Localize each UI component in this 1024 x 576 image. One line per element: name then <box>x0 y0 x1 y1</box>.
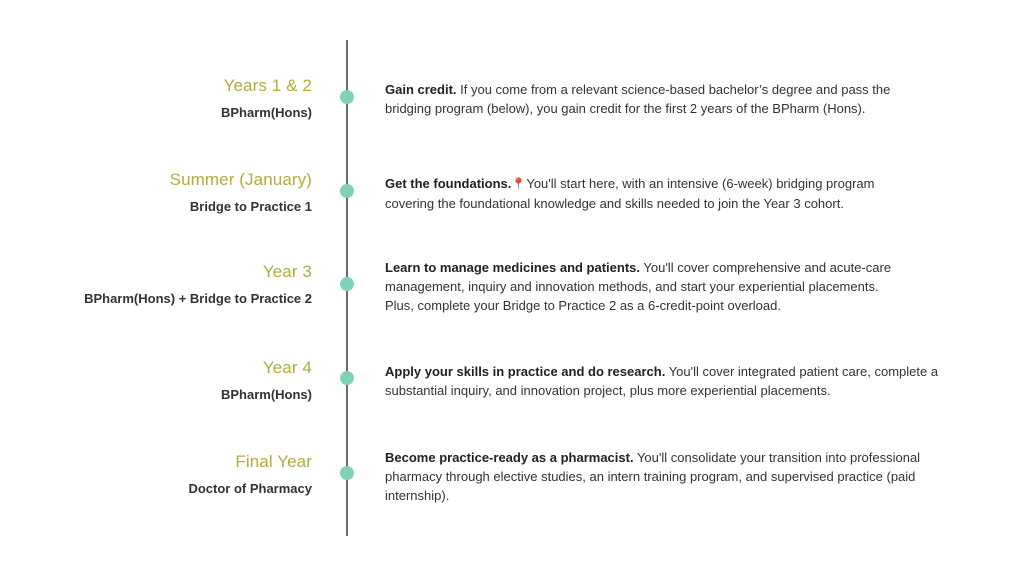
stage-title: Year 3 <box>262 262 312 281</box>
stage-lead: Get the foundations. <box>385 176 512 191</box>
stage-3-label <box>84 262 312 307</box>
location-pin-icon: 📍 <box>511 177 527 191</box>
stage-body: If you come from a relevant science-based bachelor’s degree and pass the bridging program (below), you gain credit for the first 2 years of the BPharm (Hons). <box>385 82 891 116</box>
stage-subtitle: BPharm(Hons) <box>220 387 312 402</box>
stage-subtitle: BPharm(Hons) <box>220 105 312 120</box>
stage-1-description <box>385 80 925 118</box>
stage-subtitle: Doctor of Pharmacy <box>188 481 312 496</box>
stage-4-label <box>221 358 312 403</box>
stage-title: Summer (January) <box>169 170 312 189</box>
stage-lead: Apply your skills in practice and do research. <box>385 364 666 379</box>
stage-1-label <box>221 76 312 121</box>
stage-title: Years 1 & 2 <box>223 76 312 95</box>
stage-title: Final Year <box>235 452 312 471</box>
stage-body: You'll consolidate your transition into professional pharmacy through elective studies, an intern training program, and supervised practice (paid internship). <box>385 450 921 503</box>
stage-lead: Become practice-ready as a pharmacist. <box>385 450 634 465</box>
stage-5-label <box>188 452 312 497</box>
stage-4-description <box>385 362 955 400</box>
stage-lead: Gain credit. <box>385 82 457 97</box>
timeline-dot <box>340 371 354 385</box>
stage-2-description <box>385 174 925 213</box>
timeline-dot <box>340 277 354 291</box>
stage-body: You'll cover integrated patient care, complete a substantial inquiry, and innovation project, plus more experiential placements. <box>385 364 939 398</box>
stage-subtitle: BPharm(Hons) + Bridge to Practice 2 <box>84 291 312 306</box>
stage-body: You'll start here, with an intensive (6-week) bridging program covering the foundational knowledge and skills needed to join the Year 3 cohort. <box>385 176 875 211</box>
timeline-dot <box>340 184 354 198</box>
timeline-dot <box>340 90 354 104</box>
stage-lead: Learn to manage medicines and patients. <box>385 260 641 275</box>
stage-body: You'll cover comprehensive and acute-care management, inquiry and innovation methods, and start your experiential placements. Plus, complete your Bridge to Practice 2 as a 6-credit-point overload. <box>385 260 892 313</box>
stage-5-description <box>385 448 960 505</box>
stage-subtitle: Bridge to Practice 1 <box>189 199 312 214</box>
timeline-dot <box>340 466 354 480</box>
stage-2-label <box>170 170 312 215</box>
stage-title: Year 4 <box>262 358 312 377</box>
stage-3-description <box>385 258 905 315</box>
